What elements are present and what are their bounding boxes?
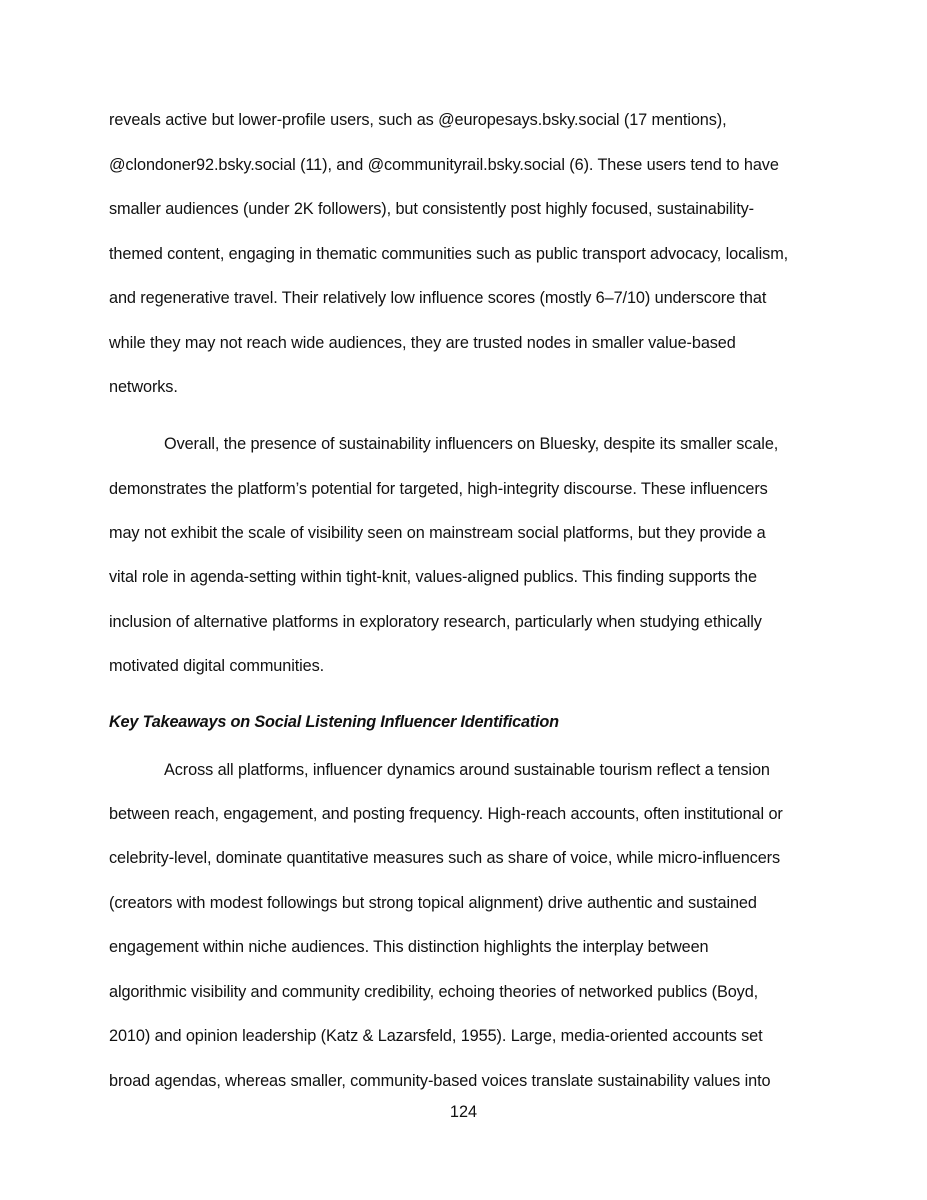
body-text-line: algorithmic visibility and community credibility, echoing theories of networked publics (Boyd, bbox=[109, 983, 759, 1001]
body-text-line: vital role in agenda-setting within tight-knit, values-aligned publics. This finding supports the bbox=[109, 568, 757, 586]
body-text-line: Across all platforms, influencer dynamics around sustainable tourism reflect a tension bbox=[164, 761, 770, 779]
body-text-line: engagement within niche audiences. This distinction highlights the interplay between bbox=[109, 938, 709, 956]
section-heading: Key Takeaways on Social Listening Influencer Identification bbox=[109, 713, 559, 731]
body-text-line: demonstrates the platform’s potential for targeted, high-integrity discourse. These influencers bbox=[109, 480, 768, 498]
body-text-line: broad agendas, whereas smaller, community-based voices translate sustainability values into bbox=[109, 1072, 771, 1090]
body-text-line: and regenerative travel. Their relatively low influence scores (mostly 6–7/10) underscore that bbox=[109, 289, 767, 307]
body-text-line: reveals active but lower-profile users, such as @europesays.bsky.social (17 mentions), bbox=[109, 111, 727, 129]
body-text-line: inclusion of alternative platforms in exploratory research, particularly when studying ethically bbox=[109, 613, 762, 631]
body-text-line: Overall, the presence of sustainability influencers on Bluesky, despite its smaller scale, bbox=[164, 435, 779, 453]
body-text-line: motivated digital communities. bbox=[109, 657, 325, 675]
body-text-line: themed content, engaging in thematic communities such as public transport advocacy, localism, bbox=[109, 245, 789, 263]
body-text-line: @clondoner92.bsky.social (11), and @communityrail.bsky.social (6). These users tend to have bbox=[109, 156, 779, 174]
body-text-line: celebrity-level, dominate quantitative measures such as share of voice, while micro-influencers bbox=[109, 849, 781, 867]
body-text-line: between reach, engagement, and posting frequency. High-reach accounts, often institutional or bbox=[109, 805, 783, 823]
body-text-line: networks. bbox=[109, 378, 178, 396]
body-text-line: may not exhibit the scale of visibility seen on mainstream social platforms, but they provide a bbox=[109, 524, 766, 542]
body-text-line: smaller audiences (under 2K followers), but consistently post highly focused, sustainability- bbox=[109, 200, 754, 218]
body-text-line: (creators with modest followings but strong topical alignment) drive authentic and sustained bbox=[109, 894, 757, 912]
body-text-line: 2010) and opinion leadership (Katz & Lazarsfeld, 1955). Large, media-oriented accounts set bbox=[109, 1027, 763, 1045]
body-text-line: while they may not reach wide audiences, they are trusted nodes in smaller value-based bbox=[109, 334, 736, 352]
page-number: 124 bbox=[449, 1103, 478, 1121]
